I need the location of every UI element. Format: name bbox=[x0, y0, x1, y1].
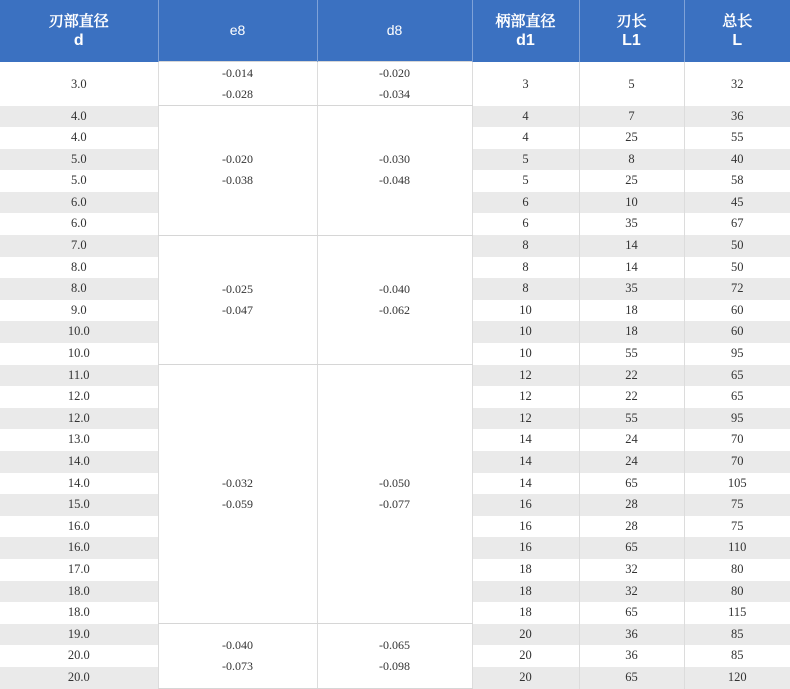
tolerance-d8-cell bbox=[317, 62, 472, 106]
cutting-diameter-cell: 18.0 bbox=[0, 581, 158, 603]
cutting-length-cell: 14 bbox=[579, 235, 684, 257]
d8-tolerance-value: -0.077 bbox=[318, 494, 472, 515]
overall-length-cell: 75 bbox=[684, 494, 790, 516]
overall-length-cell: 60 bbox=[684, 300, 790, 322]
cutting-length-cell: 55 bbox=[579, 408, 684, 430]
header-shank-diameter bbox=[472, 0, 579, 62]
e8-tolerance-value: -0.038 bbox=[159, 170, 317, 191]
cutting-diameter-cell: 16.0 bbox=[0, 516, 158, 538]
cutting-length-cell: 55 bbox=[579, 343, 684, 365]
table-body bbox=[0, 62, 790, 689]
overall-length-cell: 60 bbox=[684, 321, 790, 343]
cutting-diameter-cell: 4.0 bbox=[0, 106, 158, 128]
shank-diameter-cell: 20 bbox=[472, 645, 579, 667]
d8-tolerance-value: -0.098 bbox=[318, 656, 472, 677]
cutting-diameter-cell: 11.0 bbox=[0, 365, 158, 387]
cutting-length-cell: 18 bbox=[579, 321, 684, 343]
overall-length-cell: 72 bbox=[684, 278, 790, 300]
d8-tolerance-value: -0.065 bbox=[318, 635, 472, 656]
cutting-diameter-cell: 18.0 bbox=[0, 602, 158, 624]
cutting-length-cell: 7 bbox=[579, 106, 684, 128]
cutting-diameter-cell: 8.0 bbox=[0, 278, 158, 300]
header-label: e8 bbox=[230, 22, 246, 38]
shank-diameter-cell: 5 bbox=[472, 149, 579, 171]
header-label: 柄部直径 bbox=[495, 13, 555, 30]
shank-diameter-cell: 20 bbox=[472, 624, 579, 646]
e8-tolerance-value: -0.020 bbox=[159, 149, 317, 170]
overall-length-cell: 65 bbox=[684, 365, 790, 387]
cutting-diameter-cell: 12.0 bbox=[0, 386, 158, 408]
cutting-length-cell: 25 bbox=[579, 127, 684, 149]
cutting-diameter-cell: 20.0 bbox=[0, 645, 158, 667]
e8-tolerance-value: -0.047 bbox=[159, 300, 317, 321]
cutting-diameter-cell: 3.0 bbox=[0, 62, 158, 106]
e8-tolerance-value: -0.028 bbox=[159, 84, 317, 105]
cutting-length-cell: 65 bbox=[579, 667, 684, 689]
overall-length-cell: 67 bbox=[684, 213, 790, 235]
tolerance-e8-cell bbox=[158, 62, 317, 106]
overall-length-cell: 50 bbox=[684, 235, 790, 257]
header-label: 刃长 bbox=[616, 13, 646, 30]
overall-length-cell: 45 bbox=[684, 192, 790, 214]
d8-tolerance-value: -0.030 bbox=[318, 149, 472, 170]
shank-diameter-cell: 8 bbox=[472, 257, 579, 279]
e8-tolerance-value: -0.073 bbox=[159, 656, 317, 677]
cutting-diameter-cell: 10.0 bbox=[0, 321, 158, 343]
d8-tolerance-value: -0.050 bbox=[318, 473, 472, 494]
cutting-length-cell: 18 bbox=[579, 300, 684, 322]
e8-tolerance-value: -0.032 bbox=[159, 473, 317, 494]
table-row bbox=[0, 106, 790, 128]
d8-tolerance-value: -0.040 bbox=[318, 279, 472, 300]
header-symbol: d bbox=[0, 31, 158, 50]
cutting-length-cell: 22 bbox=[579, 386, 684, 408]
cutting-diameter-cell: 12.0 bbox=[0, 408, 158, 430]
shank-diameter-cell: 4 bbox=[472, 127, 579, 149]
cutting-diameter-cell: 4.0 bbox=[0, 127, 158, 149]
cutting-diameter-cell: 7.0 bbox=[0, 235, 158, 257]
cutting-length-cell: 65 bbox=[579, 473, 684, 495]
tolerance-d8-cell bbox=[317, 365, 472, 624]
cutting-diameter-cell: 5.0 bbox=[0, 170, 158, 192]
shank-diameter-cell: 18 bbox=[472, 602, 579, 624]
overall-length-cell: 36 bbox=[684, 106, 790, 128]
shank-diameter-cell: 14 bbox=[472, 429, 579, 451]
header-tolerance-d8 bbox=[317, 0, 472, 62]
overall-length-cell: 110 bbox=[684, 537, 790, 559]
header-label: 总长 bbox=[722, 13, 752, 30]
shank-diameter-cell: 16 bbox=[472, 494, 579, 516]
cutting-length-cell: 36 bbox=[579, 624, 684, 646]
cutting-diameter-cell: 6.0 bbox=[0, 192, 158, 214]
cutting-length-cell: 35 bbox=[579, 278, 684, 300]
header-cutting-diameter bbox=[0, 0, 158, 62]
shank-diameter-cell: 3 bbox=[472, 62, 579, 106]
cutting-length-cell: 24 bbox=[579, 451, 684, 473]
tolerance-e8-cell bbox=[158, 235, 317, 365]
shank-diameter-cell: 10 bbox=[472, 321, 579, 343]
overall-length-cell: 32 bbox=[684, 62, 790, 106]
cutting-diameter-cell: 20.0 bbox=[0, 667, 158, 689]
cutting-diameter-cell: 19.0 bbox=[0, 624, 158, 646]
tolerance-e8-cell bbox=[158, 624, 317, 689]
d8-tolerance-value: -0.020 bbox=[318, 63, 472, 84]
shank-diameter-cell: 16 bbox=[472, 537, 579, 559]
overall-length-cell: 50 bbox=[684, 257, 790, 279]
d8-tolerance-value: -0.034 bbox=[318, 84, 472, 105]
d8-tolerance-value: -0.048 bbox=[318, 170, 472, 191]
shank-diameter-cell: 16 bbox=[472, 516, 579, 538]
header-tolerance-e8 bbox=[158, 0, 317, 62]
d8-tolerance-value: -0.062 bbox=[318, 300, 472, 321]
tolerance-e8-cell bbox=[158, 365, 317, 624]
shank-diameter-cell: 10 bbox=[472, 300, 579, 322]
overall-length-cell: 70 bbox=[684, 429, 790, 451]
tolerance-d8-cell bbox=[317, 235, 472, 365]
overall-length-cell: 55 bbox=[684, 127, 790, 149]
table-row bbox=[0, 62, 790, 106]
e8-tolerance-value: -0.025 bbox=[159, 279, 317, 300]
overall-length-cell: 115 bbox=[684, 602, 790, 624]
shank-diameter-cell: 5 bbox=[472, 170, 579, 192]
shank-diameter-cell: 20 bbox=[472, 667, 579, 689]
e8-tolerance-value: -0.014 bbox=[159, 63, 317, 84]
cutting-diameter-cell: 6.0 bbox=[0, 213, 158, 235]
overall-length-cell: 120 bbox=[684, 667, 790, 689]
cutting-diameter-cell: 14.0 bbox=[0, 451, 158, 473]
shank-diameter-cell: 8 bbox=[472, 278, 579, 300]
overall-length-cell: 105 bbox=[684, 473, 790, 495]
overall-length-cell: 80 bbox=[684, 581, 790, 603]
tolerance-d8-cell bbox=[317, 106, 472, 236]
tolerance-e8-cell bbox=[158, 106, 317, 236]
cutting-diameter-cell: 5.0 bbox=[0, 149, 158, 171]
overall-length-cell: 65 bbox=[684, 386, 790, 408]
cutting-length-cell: 32 bbox=[579, 559, 684, 581]
shank-diameter-cell: 14 bbox=[472, 451, 579, 473]
header-row bbox=[0, 0, 790, 62]
cutting-diameter-cell: 10.0 bbox=[0, 343, 158, 365]
overall-length-cell: 95 bbox=[684, 343, 790, 365]
header-symbol: L bbox=[685, 31, 790, 50]
header-symbol: L1 bbox=[580, 31, 684, 50]
header-label: 刃部直径 bbox=[49, 13, 109, 30]
cutting-diameter-cell: 14.0 bbox=[0, 473, 158, 495]
cutting-length-cell: 10 bbox=[579, 192, 684, 214]
cutting-length-cell: 28 bbox=[579, 516, 684, 538]
cutting-length-cell: 22 bbox=[579, 365, 684, 387]
cutting-diameter-cell: 15.0 bbox=[0, 494, 158, 516]
cutting-length-cell: 36 bbox=[579, 645, 684, 667]
cutting-diameter-cell: 13.0 bbox=[0, 429, 158, 451]
shank-diameter-cell: 18 bbox=[472, 581, 579, 603]
header-overall-length bbox=[684, 0, 790, 62]
shank-diameter-cell: 8 bbox=[472, 235, 579, 257]
cutting-diameter-cell: 16.0 bbox=[0, 537, 158, 559]
tolerance-d8-cell bbox=[317, 624, 472, 689]
overall-length-cell: 58 bbox=[684, 170, 790, 192]
cutting-length-cell: 24 bbox=[579, 429, 684, 451]
overall-length-cell: 95 bbox=[684, 408, 790, 430]
shank-diameter-cell: 12 bbox=[472, 408, 579, 430]
cutting-length-cell: 28 bbox=[579, 494, 684, 516]
overall-length-cell: 85 bbox=[684, 624, 790, 646]
shank-diameter-cell: 12 bbox=[472, 365, 579, 387]
cutting-diameter-cell: 8.0 bbox=[0, 257, 158, 279]
cutting-length-cell: 35 bbox=[579, 213, 684, 235]
header-cutting-length bbox=[579, 0, 684, 62]
cutting-length-cell: 25 bbox=[579, 170, 684, 192]
overall-length-cell: 85 bbox=[684, 645, 790, 667]
header-symbol: d1 bbox=[473, 31, 579, 50]
cutting-diameter-cell: 17.0 bbox=[0, 559, 158, 581]
cutting-length-cell: 65 bbox=[579, 602, 684, 624]
overall-length-cell: 70 bbox=[684, 451, 790, 473]
cutting-diameter-cell: 9.0 bbox=[0, 300, 158, 322]
table-row bbox=[0, 235, 790, 257]
shank-diameter-cell: 12 bbox=[472, 386, 579, 408]
cutting-length-cell: 8 bbox=[579, 149, 684, 171]
cutting-length-cell: 14 bbox=[579, 257, 684, 279]
shank-diameter-cell: 4 bbox=[472, 106, 579, 128]
shank-diameter-cell: 18 bbox=[472, 559, 579, 581]
shank-diameter-cell: 6 bbox=[472, 213, 579, 235]
e8-tolerance-value: -0.059 bbox=[159, 494, 317, 515]
overall-length-cell: 80 bbox=[684, 559, 790, 581]
shank-diameter-cell: 10 bbox=[472, 343, 579, 365]
table-row bbox=[0, 624, 790, 646]
shank-diameter-cell: 6 bbox=[472, 192, 579, 214]
cutting-length-cell: 65 bbox=[579, 537, 684, 559]
cutting-length-cell: 5 bbox=[579, 62, 684, 106]
shank-diameter-cell: 14 bbox=[472, 473, 579, 495]
header-label: d8 bbox=[387, 22, 403, 38]
e8-tolerance-value: -0.040 bbox=[159, 635, 317, 656]
overall-length-cell: 40 bbox=[684, 149, 790, 171]
overall-length-cell: 75 bbox=[684, 516, 790, 538]
table-row bbox=[0, 365, 790, 387]
cutting-length-cell: 32 bbox=[579, 581, 684, 603]
